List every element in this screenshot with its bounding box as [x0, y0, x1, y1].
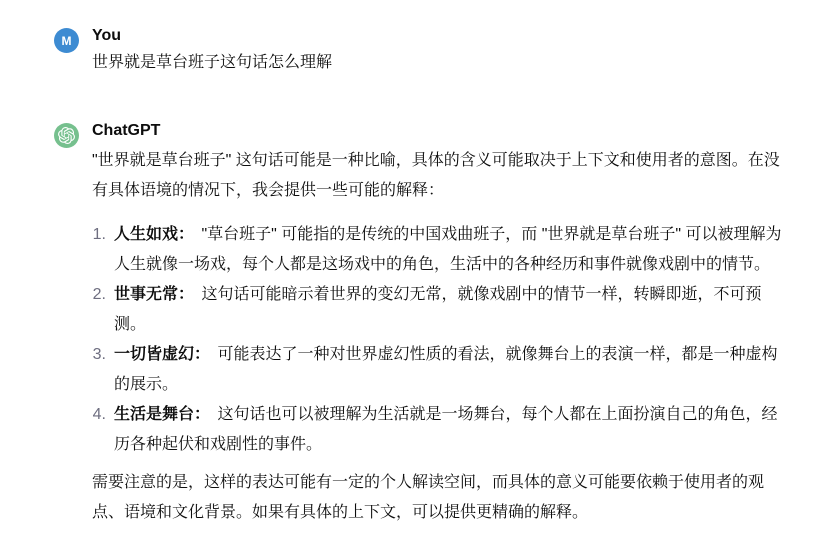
assistant-outro-paragraph: 需要注意的是，这样的表达可能有一定的个人解读空间，而具体的意义可能要依赖于使用者的观点、语境和文化背景。如果有具体的上下文，可以提供更精确的解释。 — [92, 474, 765, 521]
assistant-message — [54, 121, 787, 535]
user-avatar — [54, 28, 79, 53]
assistant-avatar — [54, 123, 79, 148]
list-item-text: 这句话也可以被理解为生活就是一场舞台，每个人都在上面扮演自己的角色，经历各种起伏和戏剧性的事件。 — [114, 406, 778, 453]
openai-logo-icon — [58, 127, 75, 144]
list-item-number: 1. — [92, 226, 106, 243]
list-item — [86, 400, 784, 460]
list-item-title: 世事无常： — [114, 286, 195, 303]
list-item — [86, 220, 784, 280]
list-item — [86, 280, 784, 340]
list-item-number: 2. — [92, 286, 106, 303]
user-message-text: 世界就是草台班子这句话怎么理解 — [92, 54, 333, 71]
interpretation-list — [86, 220, 784, 460]
user-message — [54, 26, 787, 75]
user-avatar-letter: M — [61, 33, 72, 48]
list-item — [86, 340, 784, 400]
assistant-intro-paragraph: "世界就是草台班子" 这句话可能是一种比喻，具体的含义可能取决于上下文和使用者的意图。在没有具体语境的情况下，我会提供一些可能的解释： — [92, 152, 780, 199]
list-item-text: 这句话可能暗示着世界的变幻无常，就像戏剧中的情节一样，转瞬即逝，不可预测。 — [114, 286, 762, 333]
assistant-message-text — [92, 146, 784, 528]
list-item-text: "草台班子" 可能指的是传统的中国戏曲班子，而 "世界就是草台班子" 可以被理解为人生就像一场戏，每个人都是这场戏中的角色，生活中的各种经历和事件就像戏剧中的情节。 — [114, 226, 782, 273]
list-item-title: 一切皆虚幻： — [114, 346, 211, 363]
list-item-text: 可能表达了一种对世界虚幻性质的看法，就像舞台上的表演一样，都是一种虚构的展示。 — [114, 346, 778, 393]
user-name: You — [92, 27, 122, 44]
list-item-title: 生活是舞台： — [114, 406, 211, 423]
assistant-name: ChatGPT — [92, 122, 161, 139]
list-item-title: 人生如戏： — [114, 226, 195, 243]
list-item-number: 3. — [92, 346, 106, 363]
list-item-number: 4. — [92, 406, 106, 423]
